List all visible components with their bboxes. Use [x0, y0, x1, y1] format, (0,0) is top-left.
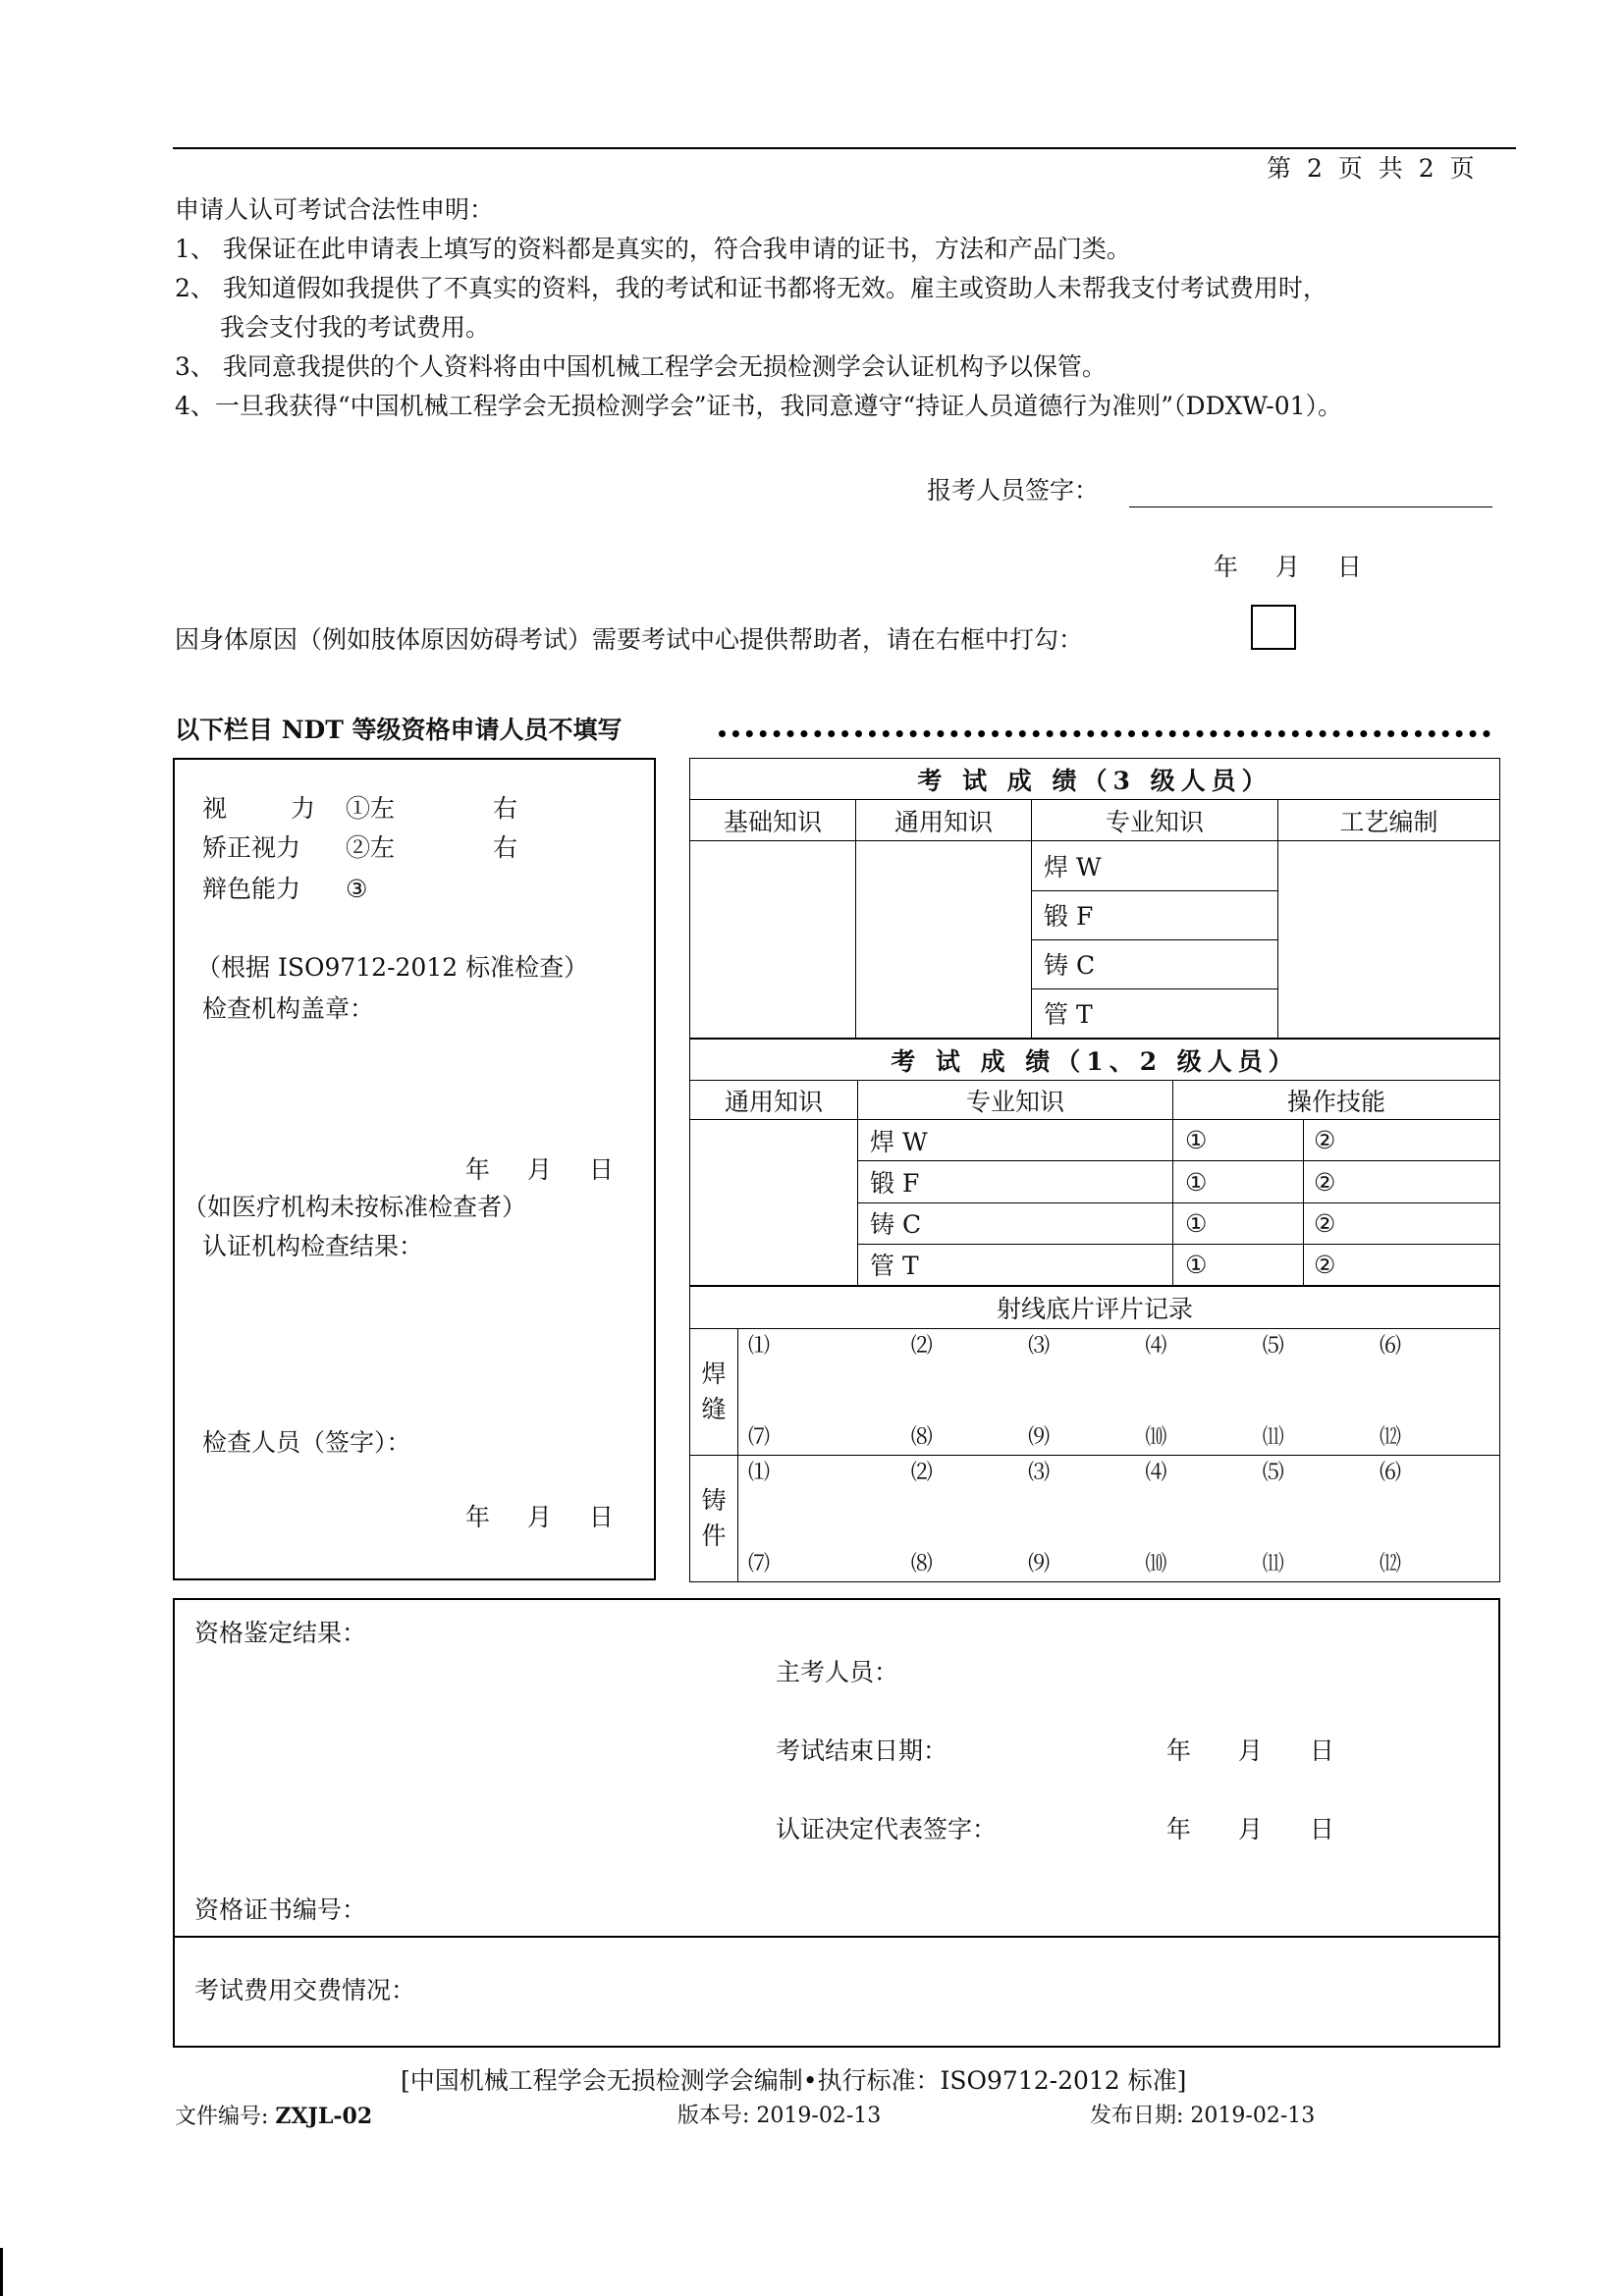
page-number: 第 2 页 共 2 页 [1267, 154, 1475, 183]
decision-date: 年 月 日 [1166, 1815, 1334, 1843]
header-general-knowledge: 通用知识 [856, 800, 1032, 841]
film-casting-slot[interactable]: ⑺ [738, 1498, 911, 1582]
scores-level3-table [689, 758, 1500, 1039]
vision-result-label: 认证机构检查结果： [202, 1232, 424, 1260]
l12-specialty-weld[interactable]: 焊 W [858, 1120, 1173, 1161]
end-date-value: 年 月 日 [1166, 1736, 1334, 1765]
vision-note: （如医疗机构未按标准检查者） [183, 1193, 527, 1221]
film-weld-slot[interactable]: ⑼ [1028, 1371, 1145, 1456]
film-casting-slot[interactable]: ⑸ [1262, 1461, 1284, 1485]
film-weld-slot[interactable]: ⑽ [1145, 1371, 1262, 1456]
l12-header-general: 通用知识 [690, 1081, 858, 1120]
l12-skill-2[interactable]: ② [1304, 1120, 1500, 1161]
signature-date: 年 月 日 [1214, 553, 1362, 581]
footer-version: 版本号: 2019-02-13 [677, 2104, 882, 2128]
l12-skill-2[interactable]: ② [1304, 1244, 1500, 1285]
result-divider [173, 1936, 1500, 1938]
l12-skill-2[interactable]: ② [1304, 1202, 1500, 1244]
l12-skill-2[interactable]: ② [1304, 1161, 1500, 1202]
scores-level3-title: 考 试 成 绩（3 级人员） [690, 759, 1500, 800]
declaration-item-1: 1、 我保证在此申请表上填写的资料都是真实的，符合我申请的证书，方法和产品门类。 [175, 235, 1131, 263]
film-casting-slot[interactable]: ⑴ [748, 1461, 771, 1485]
film-casting-slot[interactable]: ⑶ [1028, 1461, 1051, 1485]
section-heading: 以下栏目 NDT 等级资格申请人员不填写 [175, 716, 623, 744]
cert-no-label: 资格证书编号： [194, 1896, 367, 1924]
footer-doc-label: 文件编号: [175, 2105, 276, 2129]
section-dotted-rule [719, 730, 1490, 737]
l12-skill-1[interactable]: ① [1173, 1120, 1304, 1161]
film-casting-slot[interactable]: ⑻ [911, 1498, 1028, 1582]
film-weld-slot[interactable]: ⑺ [738, 1371, 911, 1456]
footer-release-date: 发布日期: 2019-02-13 [1090, 2104, 1316, 2128]
declaration-item-2-cont: 我会支付我的考试费用。 [220, 313, 491, 342]
l12-skill-1[interactable]: ① [1173, 1202, 1304, 1244]
header-rule [173, 147, 1516, 149]
film-weld-slot[interactable]: ⑿ [1380, 1371, 1499, 1456]
vision-label: 视 [202, 794, 228, 823]
film-weld-slot[interactable]: ⑵ [910, 1334, 933, 1359]
film-weld-slot[interactable]: ⑾ [1263, 1371, 1380, 1456]
vision-inspector-label: 检查人员（签字）： [202, 1428, 411, 1457]
l12-skill-1[interactable]: ① [1173, 1244, 1304, 1285]
film-casting-slot[interactable]: ⑿ [1380, 1498, 1499, 1582]
l3-specialty-casting[interactable]: 铸 C [1032, 939, 1277, 988]
film-weld-slot[interactable]: ⑶ [1028, 1334, 1051, 1359]
declaration-item-4: 4、一旦我获得“中国机械工程学会无损检测学会”证书，我同意遵守“持证人员道德行为准则”（DDXW-01）。 [175, 392, 1343, 420]
film-casting-slot[interactable]: ⑷ [1145, 1461, 1167, 1485]
vision-date-1: 年 月 日 [465, 1155, 614, 1184]
l12-specialty-forging[interactable]: 锻 F [858, 1161, 1173, 1202]
l3-specialty-forging[interactable]: 锻 F [1032, 890, 1277, 939]
vision-label-2: 力 [291, 794, 316, 823]
l12-header-specialty: 专业知识 [858, 1081, 1173, 1120]
declaration-item-2: 2、 我知道假如我提供了不真实的资料，我的考试和证书都将无效。雇主或资助人未帮我支付考试费用时， [175, 274, 1327, 302]
l3-specialty-weld[interactable]: 焊 W [1032, 841, 1277, 890]
header-basic-knowledge: 基础知识 [690, 800, 856, 841]
l12-specialty-tube[interactable]: 管 T [858, 1244, 1173, 1285]
film-casting-slot[interactable]: ⑹ [1380, 1456, 1499, 1498]
vision-standard: （根据 ISO9712-2012 标准检查） [196, 953, 589, 982]
footer-center: [中国机械工程学会无损检测学会编制•执行标准：ISO9712-2012 标准] [401, 2066, 1187, 2095]
film-casting-slot[interactable]: ⑾ [1263, 1498, 1380, 1582]
examiner-label: 主考人员： [776, 1658, 899, 1686]
footer-doc-code: ZXJL-02 [275, 2104, 373, 2129]
l12-header-skill: 操作技能 [1173, 1081, 1500, 1120]
color-vision-label: 辩色能力 [202, 875, 301, 903]
film-weld-slot[interactable]: ⑴ [748, 1334, 771, 1359]
page-edge-mark [0, 2248, 3, 2296]
decision-label: 认证决定代表签字： [776, 1815, 998, 1843]
l12-general-cell[interactable] [690, 1120, 858, 1286]
film-casting-slot[interactable]: ⑼ [1028, 1498, 1145, 1582]
declaration-title: 申请人认可考试合法性申明： [175, 195, 495, 224]
scores-level12-table [689, 1039, 1500, 1286]
color-vision-value: ③ [346, 875, 368, 903]
film-weld-slot[interactable]: ⑸ [1262, 1334, 1284, 1359]
film-casting-slot[interactable]: ⑵ [910, 1461, 933, 1485]
film-record-title: 射线底片评片记录 [690, 1287, 1500, 1329]
film-weld-slot[interactable]: ⑹ [1380, 1329, 1499, 1371]
film-weld-slot[interactable]: ⑻ [911, 1371, 1028, 1456]
qualification-label: 资格鉴定结果： [194, 1619, 367, 1647]
vision-right: 右 [493, 794, 518, 823]
vision-left: ①左 [346, 794, 396, 823]
declaration-item-3: 3、 我同意我提供的个人资料将由中国机械工程学会无损检测学会认证机构予以保管。 [175, 352, 1107, 381]
l12-specialty-casting[interactable]: 铸 C [858, 1202, 1173, 1244]
corrected-vision-right: 右 [493, 833, 518, 862]
film-casting-slot[interactable]: ⑽ [1145, 1498, 1262, 1582]
procedure-writing-cell[interactable] [1278, 841, 1500, 1039]
header-procedure-writing: 工艺编制 [1278, 800, 1500, 841]
corrected-vision-left: ②左 [346, 833, 396, 862]
general-knowledge-cell[interactable] [856, 841, 1032, 1039]
assistance-checkbox[interactable] [1251, 605, 1296, 650]
l12-skill-1[interactable]: ① [1173, 1161, 1304, 1202]
fee-label: 考试费用交费情况： [194, 1976, 416, 2004]
end-date-label: 考试结束日期： [776, 1736, 948, 1765]
scores-level12-title: 考 试 成 绩（1、2 级人员） [690, 1040, 1500, 1081]
footer-doc-number [175, 2103, 372, 2131]
l3-specialty-tube[interactable]: 管 T [1044, 1000, 1093, 1030]
assistance-text: 因身体原因（例如肢体原因妨碍考试）需要考试中心提供帮助者，请在右框中打勾： [175, 625, 1084, 654]
signature-label: 报考人员签字： [927, 476, 1100, 505]
film-weld-label: 焊缝 [690, 1329, 738, 1456]
basic-knowledge-cell[interactable] [690, 841, 856, 1039]
film-record-table [689, 1286, 1500, 1582]
film-casting-label: 铸件 [690, 1456, 738, 1582]
corrected-vision-label: 矫正视力 [202, 833, 301, 862]
header-specialty-knowledge: 专业知识 [1032, 800, 1278, 841]
vision-seal-label: 检查机构盖章： [202, 994, 375, 1023]
vision-date-2: 年 月 日 [465, 1503, 614, 1531]
film-weld-slot[interactable]: ⑷ [1145, 1334, 1167, 1359]
